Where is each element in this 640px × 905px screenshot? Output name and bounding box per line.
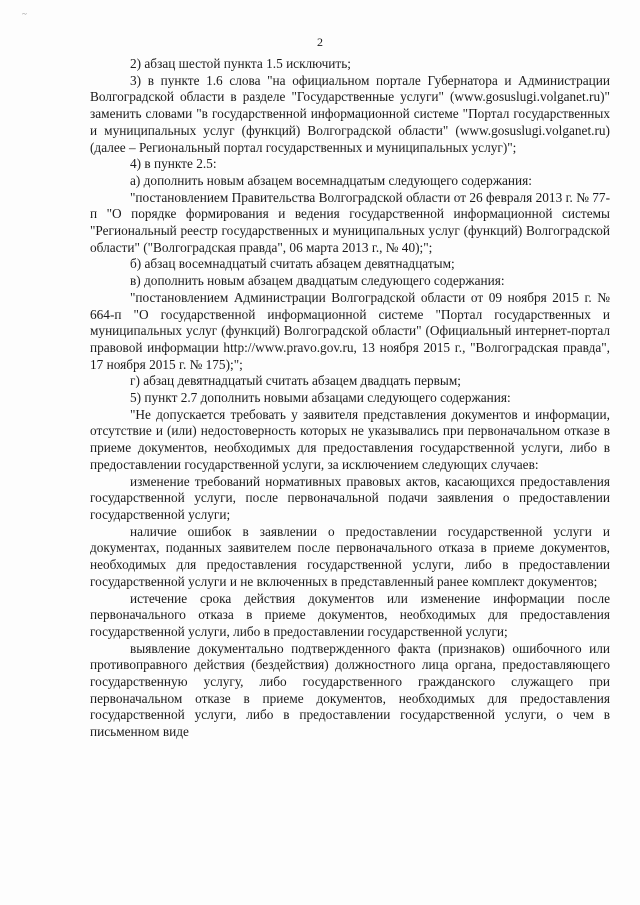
paragraph-item-2: 2) абзац шестой пункта 1.5 исключить; [130,56,351,71]
paragraph-subitem-b: б) абзац восемнадцатый считать абзацем девятнадцатым; [130,256,455,272]
corner-mark: ~ [22,9,27,19]
paragraph-prohibition: "Не допускается требовать у заявителя представления документов и информации, отсутствие и (или) недостоверность которых не указывались при первоначальном отказе в приеме документов, необходимых для предоставления государственной услуги, либо в предоставлении государственной услуги, за исключением следующих случаев: [90,406,610,472]
paragraph-case-requirements-change: изменение требований нормативных правовых актов, касающихся предоставления государственной услуги, после первоначальной подачи заявления о предоставлении государственной услуги; [90,473,610,522]
paragraph-subitem-g: г) абзац девятнадцатый считать абзацем двадцать первым; [130,373,461,389]
paragraph-subitem-a: а) дополнить новым абзацем восемнадцатым следующего содержания: [130,172,532,188]
paragraph-case-expiry: истечение срока действия документов или изменение информации после первоначального отказа в приеме документов, необходимых для предоставления государственной услуги, либо в предоставлении государственной услуги; [90,590,610,639]
page-number: 2 [317,35,323,49]
paragraph-item-4: 4) в пункте 2.5: [130,156,217,172]
paragraph-case-official-error: выявление документально подтвержденного факта (признаков) ошибочного или противоправного действия (бездействия) должностного лица органа, предоставляющего государственную услугу, либо государственного гражданского служащего при первоначальном отказе в приеме документов, необходимых для предоставления государственной услуги, либо в предоставлении государственной услуги, о чем в письменном виде [90,640,610,740]
paragraph-item-3: 3) в пункте 1.6 слова "на официальном портале Губернатора и Администрации Волгоградской области в разделе "Государственные услуги" (www.gosuslugi.volganet.ru)" заменить словами "в государственной информационной системе "Портал государственных и муниципальных услуг (функций) Волгоградской области" (www.gosuslugi.volganet.ru) (далее – Региональный портал государственных и муниципальных услуг)"; [90,72,610,155]
paragraph-item-5: 5) пункт 2.7 дополнить новыми абзацами следующего содержания: [130,390,511,406]
document-body [90,56,610,741]
paragraph-quote-resolution-77p: "постановлением Правительства Волгоградской области от 26 февраля 2013 г. № 77-п "О порядке формирования и ведения государственной информационной системы "Региональный реестр государственных и муниципальных услуг (функций) Волгоградской области" ("Волгоградская правда", 06 марта 2013 г., № 40);"; [90,189,610,255]
paragraph-case-errors: наличие ошибок в заявлении о предоставлении государственной услуги и документах, поданных заявителем после первоначального отказа в приеме документов, необходимых для предоставления государственной услуги, либо в предоставлении государственной услуги и не включенных в представленный ранее комплект документов; [90,523,610,589]
paragraph-subitem-v: в) дополнить новым абзацем двадцатым следующего содержания: [130,273,505,289]
paragraph-quote-resolution-664p: "постановлением Администрации Волгоградской области от 09 ноября 2015 г. № 664-п "О государственной информационной системе "Портал государственных и муниципальных услуг (функций) Волгоградской области" (Официальный интернет-портал правовой информации http://www.pravo.gov.ru, 13 ноября 2015 г., "Волгоградская правда", 17 ноября 2015 г. № 175);"; [90,289,610,372]
